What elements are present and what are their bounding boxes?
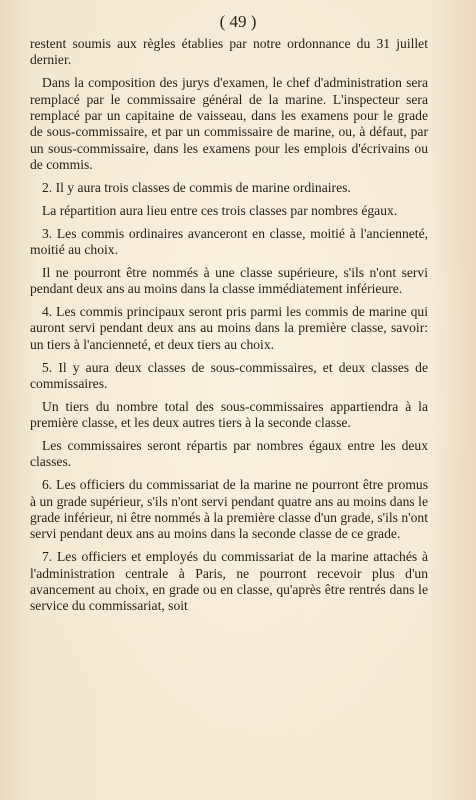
paragraph: Il ne pourront être nommés à une classe supérieure, s'ils n'ont servi pendant deux ans au moins dans la classe immédiatement inférieure. bbox=[30, 264, 428, 297]
paragraph: Dans la composition des jurys d'examen, le chef d'administration sera remplacé par le commissaire général de la marine. L'inspecteur sera remplacé par un capitaine de vaisseau, dans les examens pour le grade de sous-commissaire, et par un commissaire de marine, ou, à défaut, par un sous-commissaire, dans les examens pour les emplois d'écrivains ou de commis. bbox=[30, 75, 428, 173]
article-paragraph: 7. Les officiers et employés du commissariat de la marine attachés à l'administration centrale à Paris, ne pourront recevoir plus d'un avancement au choix, en grade ou en classe, qu'après être rentrés dans le service du commissariat, soit bbox=[30, 549, 428, 614]
paragraph: Les commissaires seront répartis par nombres égaux entre les deux classes. bbox=[30, 438, 428, 470]
article-paragraph: 4. Les commis principaux seront pris parmi les commis de marine qui auront servi pendant deux ans au moins dans la première classe, savoir: un tiers à l'ancienneté, et deux tiers au choix. bbox=[30, 304, 428, 352]
article-paragraph: 6. Les officiers du commissariat de la marine ne pourront être promus à un grade supérieur, s'ils n'ont servi pendant quatre ans au moins dans le grade inférieur, ni être nommés à la première classe d'un grade, s'ils n'ont servi pendant deux ans au moins dans la seconde classe de ce grade. bbox=[30, 477, 428, 542]
article-paragraph: 2. Il y aura trois classes de commis de marine ordinaires. bbox=[42, 180, 351, 196]
article-paragraph: 5. Il y aura deux classes de sous-commissaires, et deux classes de commissaires. bbox=[30, 359, 428, 392]
paragraph: Un tiers du nombre total des sous-commissaires appartiendra à la première classe, et les deux autres tiers à la seconde classe. bbox=[30, 398, 428, 431]
body-text bbox=[30, 36, 428, 621]
article-paragraph: 3. Les commis ordinaires avanceront en classe, moitié à l'ancienneté, moitié au choix. bbox=[30, 225, 428, 258]
page-number: ( 49 ) bbox=[219, 12, 257, 31]
paragraph: La répartition aura lieu entre ces trois classes par nombres égaux. bbox=[42, 202, 398, 218]
paragraph: restent soumis aux règles établies par notre ordonnance du 31 juillet dernier. bbox=[30, 36, 428, 68]
